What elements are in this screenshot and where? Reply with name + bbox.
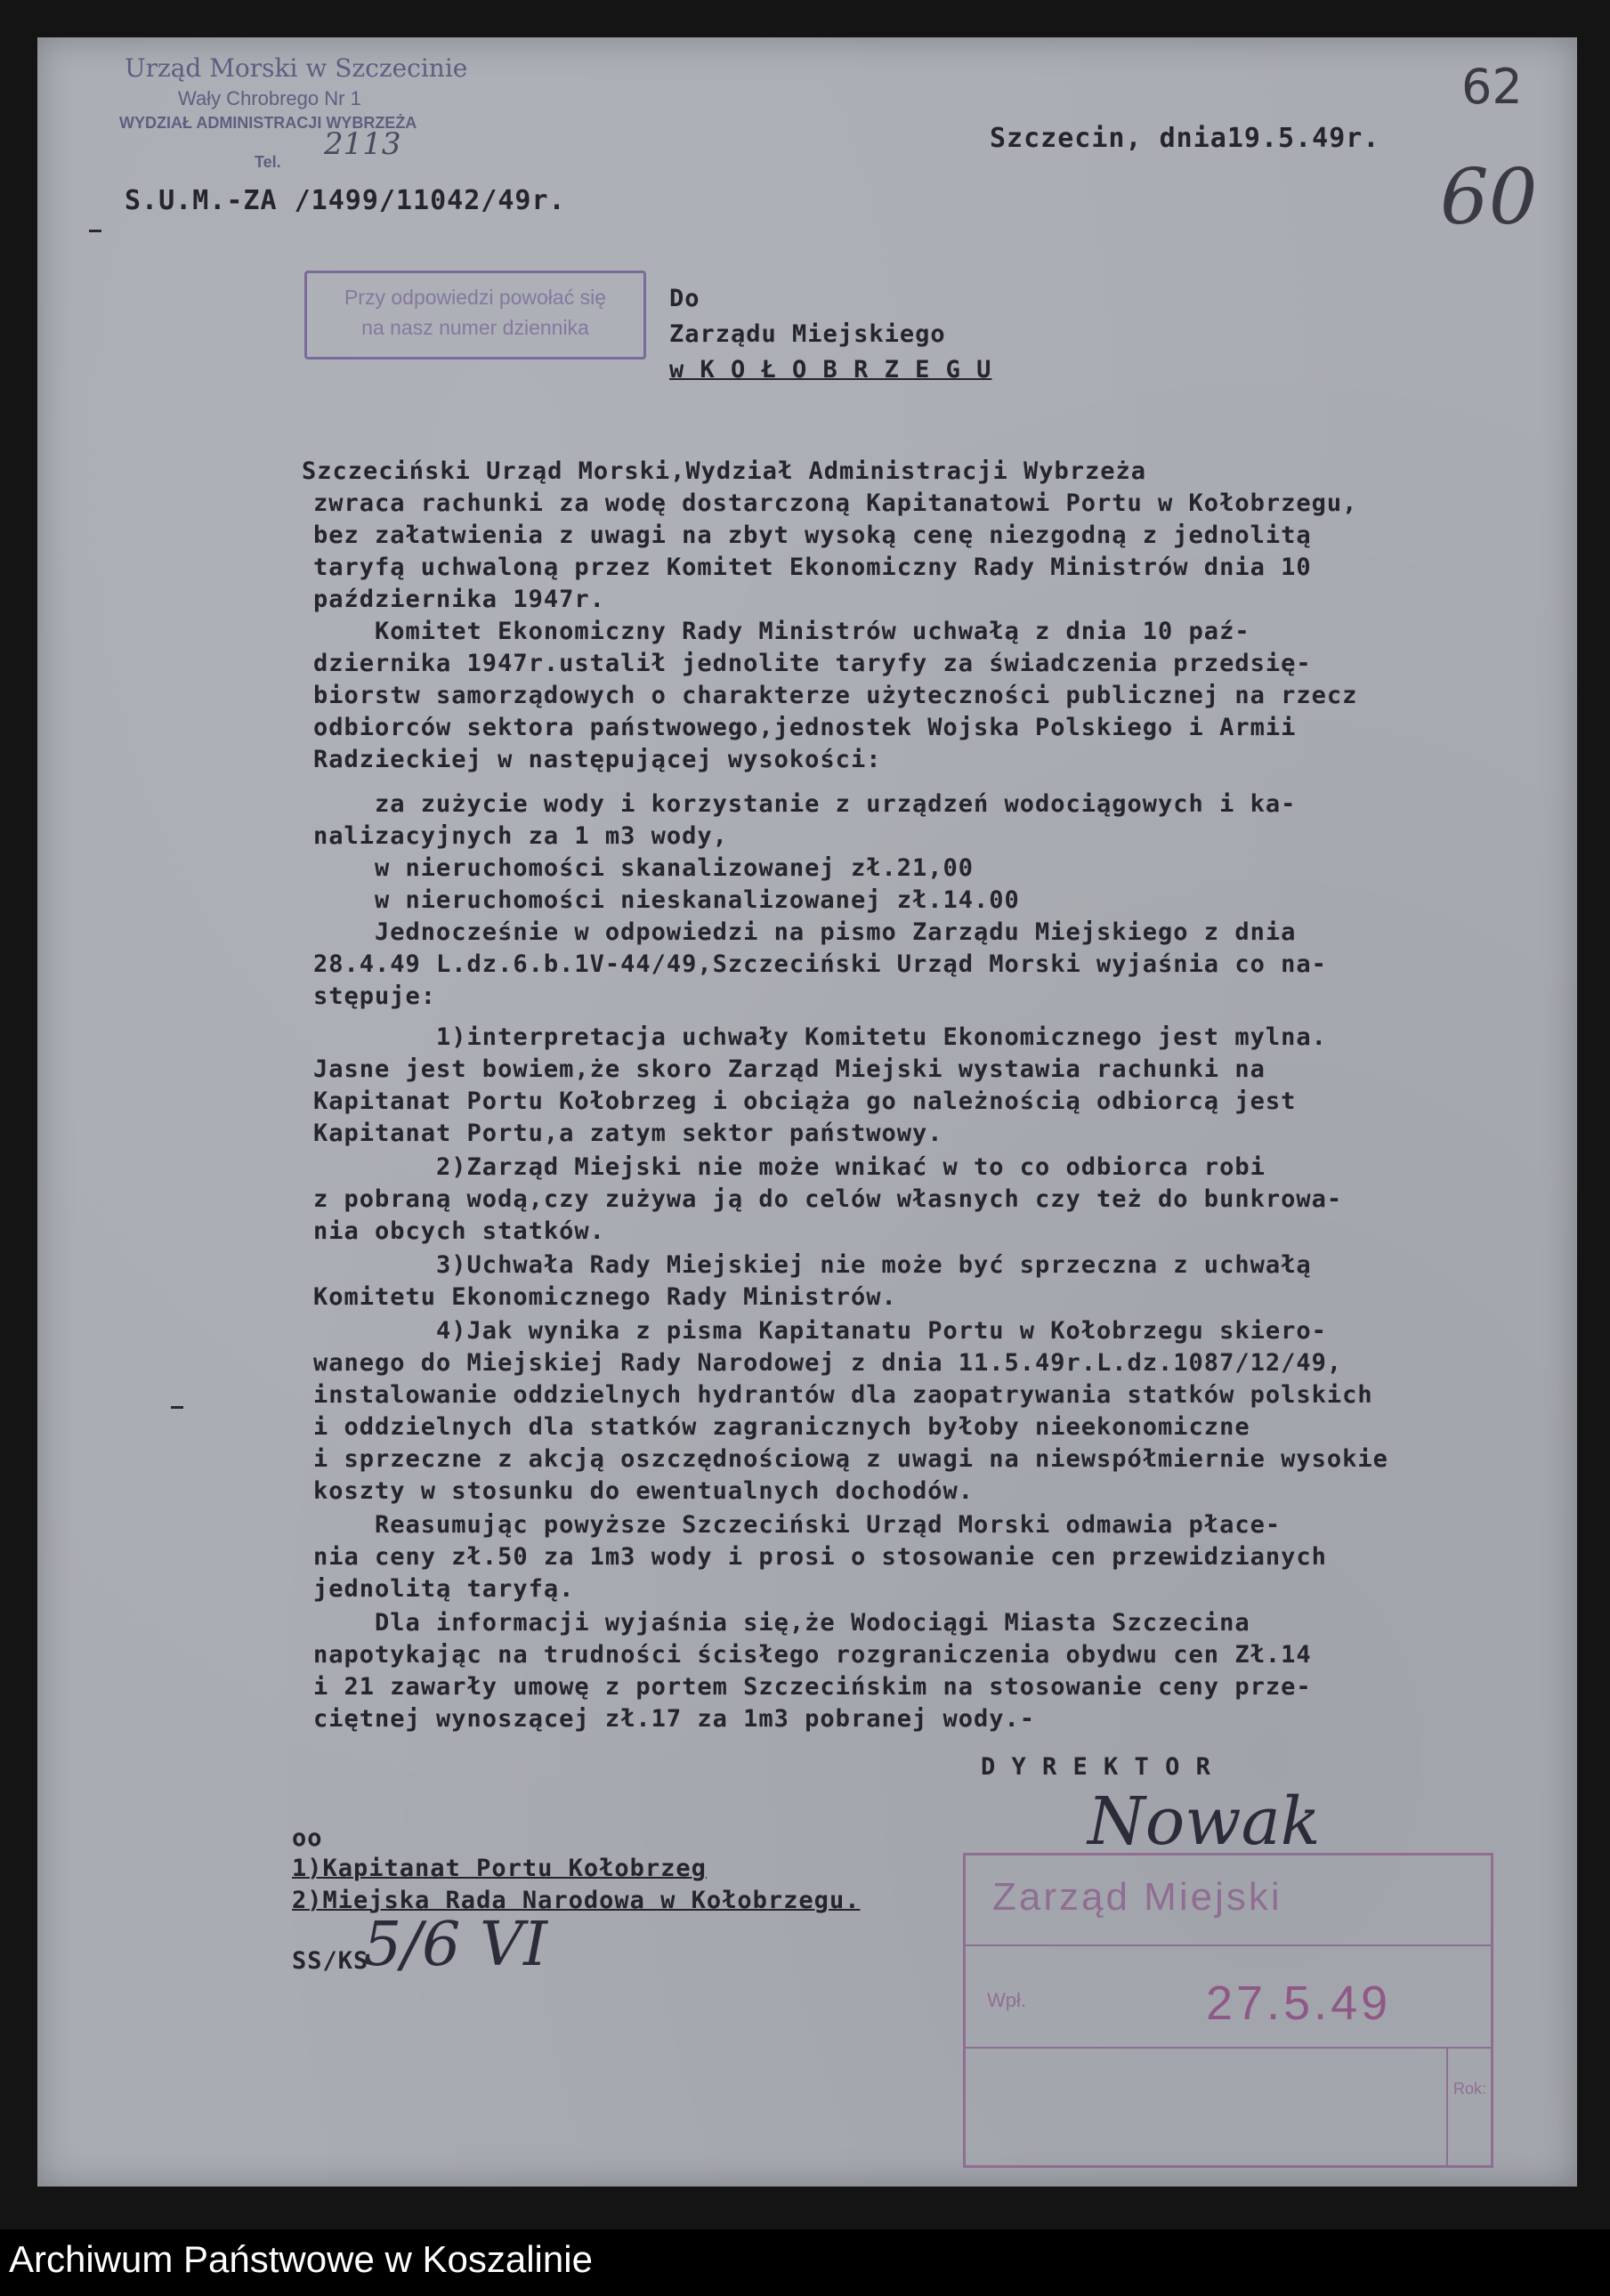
body-line: i oddzielnych dla statków zagranicznych byłoby nieekonomiczne xyxy=(313,1413,1250,1441)
document-page xyxy=(37,37,1577,2187)
body-line: Radzieckiej w następującej wysokości: xyxy=(313,746,882,773)
body-line: Jasne jest bowiem,że skoro Zarząd Miejski wystawia rachunki na xyxy=(313,1055,1266,1083)
body-line: koszty w stosunku do ewentualnych dochodów. xyxy=(313,1477,974,1505)
letterhead-tel-label: Tel. xyxy=(255,153,281,171)
body-line: bez załatwienia z uwagi na zbyt wysoką cenę niezgodną z jednolitą xyxy=(313,521,1312,549)
body-line: 3)Uchwała Rady Miejskiej nie może być sprzeczna z uchwałą xyxy=(313,1251,1312,1279)
body-line: i sprzeczne z akcją oszczędnościową z uwagi na niewspółmiernie wysokie xyxy=(313,1445,1388,1473)
signature-title: D Y R E K T O R xyxy=(981,1753,1211,1781)
body-line: biorstw samorządowych o charakterze użyteczności publicznej na rzecz xyxy=(313,682,1358,709)
body-line: stępuje: xyxy=(313,982,437,1010)
typist-initials: SS/KS xyxy=(292,1947,369,1975)
addressee-name: Zarządu Miejskiego xyxy=(669,320,946,348)
received-stamp xyxy=(963,1853,1493,2168)
body-line: z pobraną wodą,czy zużywa ją do celów własnych czy też do bunkrowa- xyxy=(313,1185,1343,1213)
body-line: nalizacyjnych za 1 m3 wody, xyxy=(313,822,728,850)
body-line: nia ceny zł.50 za 1m3 wody i prosi o stosowanie cen przewidzianych xyxy=(313,1543,1327,1571)
body-line: października 1947r. xyxy=(313,586,605,613)
received-stamp-rule xyxy=(966,1944,1491,1946)
letterhead-address: Wały Chrobrego Nr 1 xyxy=(178,87,361,109)
body-line: zwraca rachunki za wodę dostarczoną Kapitanatowi Portu w Kołobrzegu, xyxy=(313,489,1358,517)
addressee-city: w K O Ł O B R Z E G U xyxy=(669,356,992,384)
received-stamp-header: Zarząd Miejski xyxy=(992,1875,1282,1919)
signature-scrawl: Nowak xyxy=(1088,1783,1321,1860)
archive-footer xyxy=(0,2229,1610,2296)
body-line: Komitet Ekonomiczny Rady Ministrów uchwałą z dnia 10 paź- xyxy=(313,618,1250,645)
archive-name: Archiwum Państwowe w Koszalinie xyxy=(9,2238,593,2280)
body-line: Reasumując powyższe Szczeciński Urząd Morski odmawia płace- xyxy=(313,1511,1282,1539)
margin-mark xyxy=(171,1406,183,1409)
body-line: 28.4.49 L.dz.6.b.1V-44/49,Szczeciński Urząd Morski wyjaśnia co na- xyxy=(313,950,1327,978)
body-line: odbiorców sektora państwowego,jednostek Wojska Polskiego i Armii xyxy=(313,714,1297,741)
received-stamp-divider xyxy=(1446,2047,1448,2165)
cc-label: oo xyxy=(292,1824,323,1852)
body-line: jednolitą taryfą. xyxy=(313,1575,575,1603)
body-line: 2)Zarząd Miejski nie może wnikać w to co odbiorca robi xyxy=(313,1153,1266,1181)
received-stamp-date: 27.5.49 xyxy=(1206,1977,1392,2030)
body-line: instalowanie oddzielnych hydrantów dla zaopatrywania statków polskich xyxy=(313,1381,1373,1409)
body-line: Kapitanat Portu Kołobrzeg i obciąża go należnością odbiorcą jest xyxy=(313,1087,1297,1115)
page-mark-lower: 60 xyxy=(1440,153,1538,242)
addressee-to: Do xyxy=(669,285,700,312)
body-line: Komitetu Ekonomicznego Rady Ministrów. xyxy=(313,1283,897,1311)
reference-stamp-line2: na nasz numer dziennika xyxy=(361,316,589,339)
letterhead-tel-number: 2113 xyxy=(324,126,401,162)
body-line: ciętnej wynoszącej zł.17 za 1m3 pobranej wody.- xyxy=(313,1705,1036,1733)
received-stamp-sub: Wpł. xyxy=(987,1989,1026,2011)
body-line: nia obcych statków. xyxy=(313,1217,605,1245)
reference-stamp-line1: Przy odpowiedzi powołać się xyxy=(344,286,607,309)
body-line: dziernika 1947r.ustalił jednolite taryfy za świadczenia przedsię- xyxy=(313,650,1312,677)
body-line: Jednocześnie w odpowiedzi na pismo Zarządu Miejskiego z dnia xyxy=(313,918,1297,946)
body-line: wanego do Miejskiej Rady Narodowej z dnia 11.5.49r.L.dz.1087/12/49, xyxy=(313,1349,1343,1377)
page-mark-top: 62 xyxy=(1461,59,1523,115)
body-line: Dla informacji wyjaśnia się,że Wodociągi Miasta Szczecina xyxy=(313,1609,1250,1637)
body-line: 1)interpretacja uchwały Komitetu Ekonomicznego jest mylna. xyxy=(313,1023,1327,1051)
body-line: Szczeciński Urząd Morski,Wydział Administracji Wybrzeża xyxy=(240,457,1147,485)
reference-number: S.U.M.-ZA /1499/11042/49r. xyxy=(125,185,566,216)
body-line: taryfą uchwaloną przez Komitet Ekonomiczny Rady Ministrów dnia 10 xyxy=(313,554,1312,581)
body-line: w nieruchomości nieskanalizowanej zł.14.00 xyxy=(313,886,1020,914)
cc-recipient-2: 2)Miejska Rada Narodowa w Kołobrzegu. xyxy=(292,1887,861,1914)
body-line: i 21 zawarły umowę z portem Szczecińskim na stosowanie ceny prze- xyxy=(313,1673,1312,1701)
letterhead-department: WYDZIAŁ ADMINISTRACJI WYBRZEŻA xyxy=(119,114,417,132)
letterhead-office: Urząd Morski w Szczecinie xyxy=(125,53,468,83)
body-line: w nieruchomości skanalizowanej zł.21,00 xyxy=(313,854,974,882)
reference-stamp xyxy=(304,271,646,360)
received-stamp-rok: Rok: xyxy=(1453,2080,1487,2098)
body-line: Kapitanat Portu,a zatym sektor państwowy. xyxy=(313,1120,943,1147)
received-stamp-rule xyxy=(966,2047,1491,2049)
body-line: za zużycie wody i korzystanie z urządzeń wodociągowych i ka- xyxy=(313,790,1297,818)
body-line: napotykając na trudności ścisłego rozgraniczenia obydwu cen Zł.14 xyxy=(313,1641,1312,1669)
place-date: Szczecin, dnia19.5.49r. xyxy=(990,123,1380,154)
cc-recipient-1: 1)Kapitanat Portu Kołobrzeg xyxy=(292,1855,707,1882)
handwritten-initials: 5/6 VI xyxy=(363,1910,548,1980)
body-line: 4)Jak wynika z pisma Kapitanatu Portu w Kołobrzegu skiero- xyxy=(313,1317,1327,1345)
margin-mark xyxy=(89,230,101,232)
